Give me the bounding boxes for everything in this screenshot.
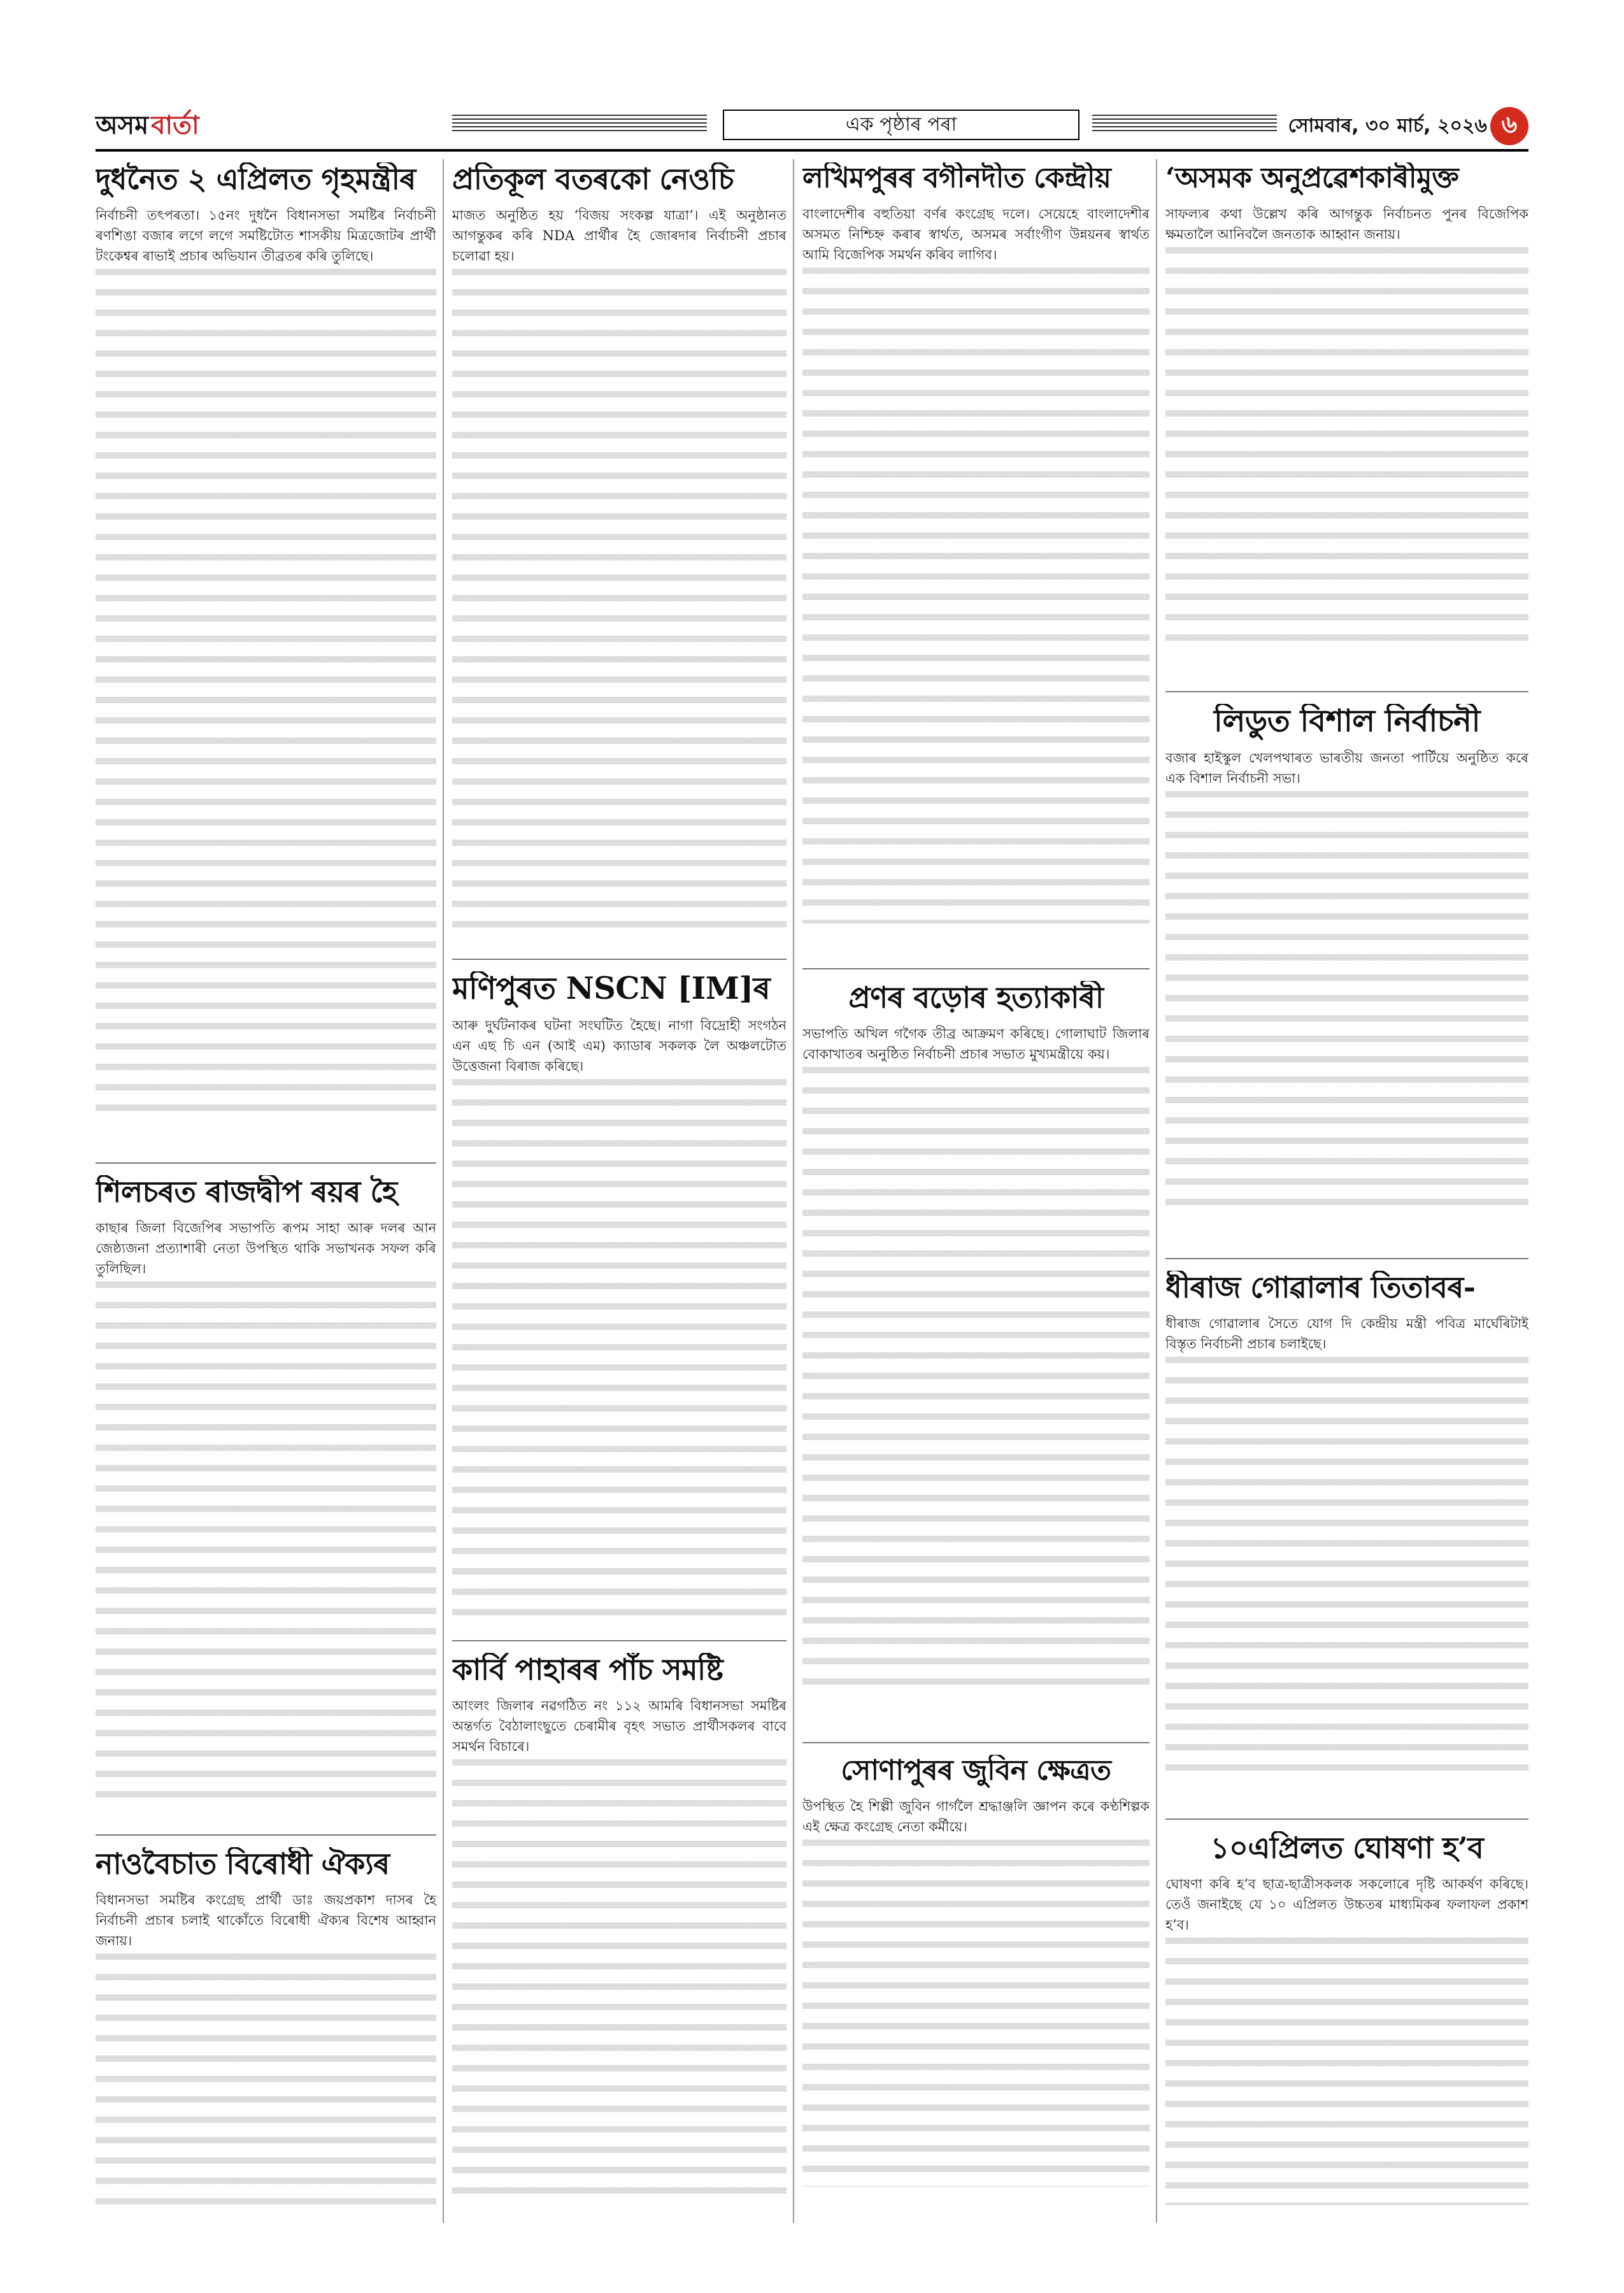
headline: কাৰ্বি পাহাৰৰ পাঁচ সমষ্টি (452, 1653, 723, 1687)
article-lead: বাংলাদেশীৰ বহুতিয়া বৰ্ণৰ কংগ্ৰেছ দলে। সেয়েহে বাংলাদেশীৰ অসমত নিশ্চিহ্ন কৰাৰ স্বাৰ্থত, অসমৰ সৰ্বাংগীণ উন্নয়নৰ স্বাৰ্থত আমি বিজেপিক সমৰ্থন কৰিব লাগিব। (802, 206, 1150, 262)
ribbon-decoration-right (1092, 115, 1277, 132)
headline: ধীৰাজ গোৱালাৰ তিতাবৰ- (1165, 1271, 1476, 1304)
article-col4-b[interactable] (1165, 704, 1528, 1252)
article-col1-a[interactable] (96, 162, 436, 1156)
article-lead: ঘোষণা কৰি হ’ব ছাত্ৰ-ছাত্ৰীসকলক সকলোৰে দৃষ্টি আকৰ্ষণ কৰিছে। তেওঁ জনাইছে যে ১০ এপ্ৰিলত উচ্চতৰ মাধ্যমিকৰ ফলাফল প্ৰকাশ হ’ব। (1165, 1876, 1528, 1932)
article-col1-c[interactable] (96, 1847, 436, 2223)
headline: লিডুত বিশাল নিৰ্বাচনী (1213, 704, 1481, 739)
article-divider (96, 1162, 436, 1164)
article-body (802, 1067, 1150, 1697)
article-divider (802, 1742, 1150, 1743)
article-col3-c[interactable] (802, 1755, 1150, 2223)
article-col3-a[interactable] (802, 162, 1150, 962)
headline: সোণাপুৰৰ জুবিন ক্ষেত্ৰত (841, 1755, 1111, 1787)
article-lead: ধীৰাজ গোৱালাৰ সৈতে যোগ দি কেন্দ্ৰীয় মন্ত্ৰী পবিত্ৰ মাৰ্ঘেৰিটাই বিস্তৃত নিৰ্বাচনী প্ৰচাৰ চলাইছে। (1165, 1315, 1528, 1352)
headline: শিলচৰত ৰাজদ্বীপ ৰয়ৰ হৈ (96, 1175, 397, 1209)
page-number-badge: ৬ (1490, 107, 1528, 145)
section-label (723, 110, 1079, 140)
ribbon-decoration-left (452, 115, 707, 132)
column-divider (443, 159, 444, 2223)
article-body (96, 1954, 436, 2208)
article-col4-c[interactable] (1165, 1271, 1528, 1812)
headline: মণিপুৰত NSCN [IM]ৰ (452, 971, 771, 1006)
article-lead: কাছাৰ জিলা বিজেপিৰ সভাপতি ৰূপম সাহা আৰু দলৰ আন জেষ্ঠ্যজনা প্ৰত্যাশাৰী নেতা উপস্থিত থাকি সভাখনক সফল কৰি তুলিছিল। (96, 1220, 436, 1276)
headline: ‘অসমক অনুপ্ৰৱেশকাৰীমুক্ত (1165, 162, 1459, 194)
article-body (452, 269, 787, 931)
logo-part-1: অসম (96, 110, 149, 140)
article-lead: সাফল্যৰ কথা উল্লেখ কৰি আগন্তুক নিৰ্বাচনত পুনৰ বিজেপিক ক্ষমতালৈ আনিবলৈ জনতাক আহ্বান জনায়। (1165, 206, 1528, 242)
article-body (452, 1079, 787, 1620)
headline: লখিমপুৰৰ বগীনদীত কেন্দ্ৰীয় (802, 162, 1111, 194)
masthead (96, 107, 1528, 145)
headline: প্ৰণৰ বড়োৰ হত্যাকাৰী (848, 981, 1104, 1015)
masthead-rule (96, 149, 1528, 152)
article-col3-b[interactable] (802, 981, 1150, 1736)
article-divider (96, 1834, 436, 1836)
logo-part-2: বাৰ্তা (151, 110, 199, 140)
article-divider (1165, 1818, 1528, 1820)
article-body (452, 1759, 787, 2205)
section-label-text: এক পৃষ্ঠাৰ পৰা (845, 113, 957, 136)
article-body (96, 1282, 436, 1810)
article-col1-b[interactable] (96, 1175, 436, 1828)
article-col2-b[interactable] (452, 971, 787, 1634)
article-col2-a[interactable] (452, 162, 787, 952)
headline: ১০এপ্ৰিলত ঘোষণা হ’ব (1210, 1831, 1484, 1865)
article-lead: সভাপতি অখিল গগৈক তীব্ৰ আক্ৰমণ কৰিছে। গোলাঘাট জিলাৰ বোকাখাতৰ অনুষ্ঠিত নিৰ্বাচনী প্ৰচাৰ সভাত মুখ্যমন্ত্ৰীয়ে কয়। (802, 1025, 1150, 1062)
article-lead: বজাৰ হাইস্কুল খেলপথাৰত ভাৰতীয় জনতা পাৰ্টিয়ে অনুষ্ঠিত কৰে এক বিশাল নিৰ্বাচনী সভা। (1165, 750, 1528, 787)
article-lead: মাজত অনুষ্ঠিত হয় ‘বিজয় সংকল্প যাত্ৰা’। এই অনুষ্ঠানত আগন্তুকৰ কৰি NDA প্ৰাৰ্থীৰ হৈ জোৰদাৰ নিৰ্বাচনী প্ৰচাৰ চলোৱা হয়। (452, 207, 787, 264)
article-col2-c[interactable] (452, 1653, 787, 2223)
article-body (1165, 1357, 1528, 1777)
article-lead: বিধানসভা সমষ্টিৰ কংগ্ৰেছ প্ৰাৰ্থী ডাঃ জয়প্ৰকাশ দাসৰ হৈ নিৰ্বাচনী প্ৰচাৰ চলাই থাকোঁতে বিৰোধী ঐক্যৰ বিশেষ আহ্বান জনায়। (96, 1892, 436, 1948)
headline: প্ৰতিকূল বতৰকো নেওচি (452, 162, 734, 196)
article-body (1165, 1938, 1528, 2205)
headline: দুধনৈত ২ এপ্ৰিলত গৃহমন্ত্ৰীৰ (96, 162, 416, 196)
article-lead: আৰু দুৰ্ঘটনাকৰ ঘটনা সংঘটিত হৈছে। নাগা বিদ্ৰোহী সংগঠন এন এছ চি এন (আই এম) ক্যাডাৰ সকলক লৈ অঞ্চলটোত উত্তেজনা বিৰাজ কৰিছে। (452, 1018, 787, 1075)
article-body (802, 1839, 1150, 2187)
column-divider (1156, 159, 1157, 2223)
article-col4-d[interactable] (1165, 1831, 1528, 2223)
article-divider (1165, 691, 1528, 692)
article-body (96, 269, 436, 1116)
article-divider (452, 1640, 787, 1641)
article-divider (1165, 1258, 1528, 1259)
article-body (1165, 247, 1528, 648)
article-lead: উপস্থিত হৈ শিল্পী জুবিন গাৰ্গলৈ শ্ৰদ্ধাঞ্জলি জ্ঞাপন কৰে কণ্ঠশিল্পক এই ক্ষেত্ৰ কংগ্ৰেছ নেতা কৰ্মীয়ে। (802, 1798, 1150, 1834)
column-divider (793, 159, 794, 2223)
issue-date: সোমবাৰ, ৩০ মাৰ্চ, ২০২৬ (1288, 114, 1487, 137)
article-divider (452, 959, 787, 960)
article-body (802, 268, 1150, 924)
headline: নাওবৈচাত বিৰোধী ঐক্যৰ (96, 1847, 390, 1881)
article-lead: আংলং জিলাৰ নৱগঠিত নং ১১২ আমৰি বিধানসভা সমষ্টিৰ অন্তৰ্গত বৈঠালাংছুতে চেৰামীৰ বৃহৎ সভাত প্ৰাৰ্থীসকলৰ বাবে সমৰ্থন বিচাৰে। (452, 1697, 787, 1754)
article-col4-a[interactable] (1165, 162, 1528, 685)
article-divider (802, 968, 1150, 969)
newspaper-logo[interactable] (96, 110, 199, 143)
article-lead: নিৰ্বাচনী তৎপৰতা। ১৫নং দুধনৈ বিধানসভা সমষ্টিৰ নিৰ্বাচনী ৰণশিঙা বজাৰ লগে লগে সমষ্টিটোত শাসকীয় মিত্ৰজোটৰ প্ৰাৰ্থী টংকেশ্বৰ ৰাভাই প্ৰচাৰ অভিযান তীব্ৰতৰ কৰি তুলিছে। (96, 207, 436, 264)
article-body (1165, 791, 1528, 1218)
